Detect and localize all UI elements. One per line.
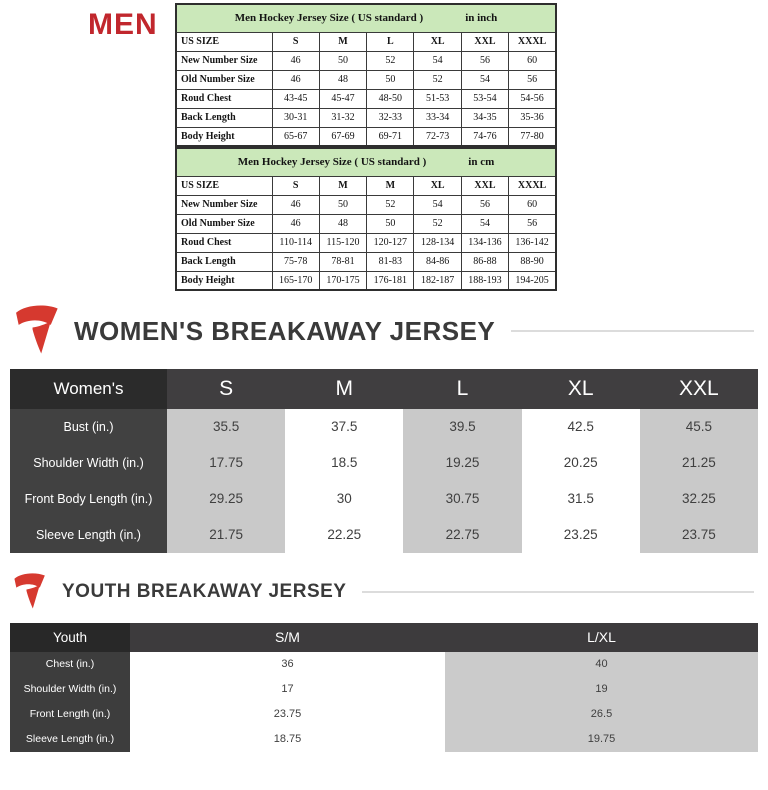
value-cell: 23.25 [522,517,640,553]
value-cell: 50 [319,195,366,214]
value-cell: 182-187 [414,271,461,290]
youth-table-body [10,652,758,752]
value-cell: 88-90 [509,252,556,271]
table-row [176,271,556,290]
row-label: Roud Chest [176,233,272,252]
row-label: Shoulder Width (in.) [10,677,130,702]
value-cell: 188-193 [461,271,508,290]
value-cell: 48 [319,214,366,233]
value-cell: 30-31 [272,108,319,127]
women-section-title: WOMEN'S BREAKAWAY JERSEY [74,315,496,346]
table-title-row [176,148,556,176]
value-cell: 30.75 [403,481,521,517]
value-cell: 46 [272,214,319,233]
value-cell: 19.25 [403,445,521,481]
value-cell: 128-134 [414,233,461,252]
value-cell: 34-35 [461,108,508,127]
table-row [10,409,758,445]
value-cell: 77-80 [509,127,556,146]
row-label: Front Length (in.) [10,702,130,727]
value-cell: 21.25 [640,445,758,481]
row-label: Sleeve Length (in.) [10,727,130,752]
men-section [0,0,768,291]
value-cell: 40 [445,652,758,677]
value-cell: 54 [414,195,461,214]
table-row [10,481,758,517]
men-cm-table [175,147,557,291]
table-row [10,677,758,702]
value-cell: 50 [319,51,366,70]
size-header-cell: XL [522,369,640,409]
value-cell: 69-71 [367,127,414,146]
value-cell: 67-69 [319,127,366,146]
value-cell: 18.5 [285,445,403,481]
size-header-cell: M [319,176,366,195]
value-cell: 56 [509,214,556,233]
value-cell: 39.5 [403,409,521,445]
table-title-cell [176,4,556,32]
size-header-cell: XXL [461,32,508,51]
value-cell: 18.75 [130,727,445,752]
size-header-cell: XXXL [509,32,556,51]
value-cell: 31-32 [319,108,366,127]
table-row [10,652,758,677]
value-cell: 46 [272,70,319,89]
value-cell: 194-205 [509,271,556,290]
value-cell: 115-120 [319,233,366,252]
row-label: Body Height [176,127,272,146]
table-unit: in inch [465,12,498,25]
value-cell: 17 [130,677,445,702]
value-cell: 56 [461,51,508,70]
row-label: Body Height [176,271,272,290]
value-cell: 29.25 [167,481,285,517]
youth-section-header [0,569,768,615]
value-cell: 75-78 [272,252,319,271]
value-cell: 51-53 [414,89,461,108]
size-header-cell: L/XL [445,623,758,652]
value-cell: 35.5 [167,409,285,445]
fanatics-flag-icon [10,303,62,359]
corner-header-cell: Women's [10,369,167,409]
size-header-cell: S [167,369,285,409]
value-cell: 81-83 [367,252,414,271]
row-label: Bust (in.) [10,409,167,445]
size-header-cell: M [367,176,414,195]
youth-section-title: YOUTH BREAKAWAY JERSEY [62,581,347,602]
size-header-row [176,32,556,51]
value-cell: 60 [509,195,556,214]
table-row [176,51,556,70]
value-cell: 22.25 [285,517,403,553]
value-cell: 50 [367,70,414,89]
men-cm-table-body [176,195,556,290]
value-cell: 42.5 [522,409,640,445]
row-label: Sleeve Length (in.) [10,517,167,553]
value-cell: 65-67 [272,127,319,146]
size-header-cell: XL [414,32,461,51]
row-label: Back Length [176,252,272,271]
value-cell: 165-170 [272,271,319,290]
size-header-cell: S [272,176,319,195]
value-cell: 35-36 [509,108,556,127]
table-title: Men Hockey Jersey Size ( US standard ) [234,12,424,25]
table-title-row [176,4,556,32]
table-row [176,70,556,89]
value-cell: 46 [272,51,319,70]
value-cell: 48-50 [367,89,414,108]
table-row [176,195,556,214]
value-cell: 56 [509,70,556,89]
value-cell: 52 [367,195,414,214]
value-cell: 176-181 [367,271,414,290]
value-cell: 60 [509,51,556,70]
value-cell: 37.5 [285,409,403,445]
size-header-cell: M [285,369,403,409]
value-cell: 20.25 [522,445,640,481]
value-cell: 72-73 [414,127,461,146]
value-cell: 33-34 [414,108,461,127]
value-cell: 52 [414,214,461,233]
size-header-cell: S [272,32,319,51]
value-cell: 78-81 [319,252,366,271]
value-cell: 32-33 [367,108,414,127]
value-cell: 136-142 [509,233,556,252]
women-table-body [10,409,758,553]
row-label: Old Number Size [176,214,272,233]
size-header-cell: L [403,369,521,409]
value-cell: 21.75 [167,517,285,553]
value-cell: 54 [461,214,508,233]
value-cell: 84-86 [414,252,461,271]
row-label: Shoulder Width (in.) [10,445,167,481]
table-row [10,445,758,481]
value-cell: 56 [461,195,508,214]
row-label: Front Body Length (in.) [10,481,167,517]
youth-table-header [10,623,758,652]
row-label: New Number Size [176,195,272,214]
value-cell: 54-56 [509,89,556,108]
fanatics-flag-icon [10,571,48,613]
value-cell: 19.75 [445,727,758,752]
women-table-header [10,369,758,409]
table-unit: in cm [468,156,495,169]
value-cell: 45-47 [319,89,366,108]
men-size-tables [175,3,557,291]
table-row [10,702,758,727]
value-cell: 54 [414,51,461,70]
youth-section [0,569,768,752]
size-header-cell: M [319,32,366,51]
table-row [176,214,556,233]
men-inch-table [175,3,557,147]
value-cell: 170-175 [319,271,366,290]
row-label: Chest (in.) [10,652,130,677]
men-inch-table-body [176,51,556,146]
women-section-header [0,303,768,359]
value-cell: 50 [367,214,414,233]
value-cell: 23.75 [640,517,758,553]
row-label: Old Number Size [176,70,272,89]
value-cell: 120-127 [367,233,414,252]
divider-line [511,330,754,332]
table-title: Men Hockey Jersey Size ( US standard ) [237,156,427,169]
value-cell: 17.75 [167,445,285,481]
value-cell: 23.75 [130,702,445,727]
value-cell: 52 [414,70,461,89]
corner-header-cell: US SIZE [176,32,272,51]
corner-header-cell: US SIZE [176,176,272,195]
value-cell: 43-45 [272,89,319,108]
row-label: New Number Size [176,51,272,70]
value-cell: 30 [285,481,403,517]
value-cell: 45.5 [640,409,758,445]
table-title-cell [176,148,556,176]
corner-header-cell: Youth [10,623,130,652]
value-cell: 74-76 [461,127,508,146]
size-header-cell: XXXL [509,176,556,195]
youth-size-table [10,623,758,752]
value-cell: 110-114 [272,233,319,252]
size-header-cell: L [367,32,414,51]
value-cell: 32.25 [640,481,758,517]
size-header-row [176,176,556,195]
value-cell: 26.5 [445,702,758,727]
value-cell: 19 [445,677,758,702]
row-label: Roud Chest [176,89,272,108]
size-header-cell: XXL [640,369,758,409]
value-cell: 52 [367,51,414,70]
value-cell: 86-88 [461,252,508,271]
women-section [0,303,768,553]
table-row [176,89,556,108]
size-header-cell: XL [414,176,461,195]
value-cell: 46 [272,195,319,214]
divider-line [362,591,754,593]
size-header-cell: S/M [130,623,445,652]
table-row [10,727,758,752]
row-label: Back Length [176,108,272,127]
value-cell: 22.75 [403,517,521,553]
value-cell: 31.5 [522,481,640,517]
value-cell: 53-54 [461,89,508,108]
men-heading: MEN [88,8,158,41]
value-cell: 134-136 [461,233,508,252]
table-row [176,233,556,252]
women-size-table [10,369,758,553]
table-row [176,127,556,146]
table-row [176,108,556,127]
value-cell: 48 [319,70,366,89]
value-cell: 36 [130,652,445,677]
size-header-cell: XXL [461,176,508,195]
table-row [176,252,556,271]
value-cell: 54 [461,70,508,89]
table-row [10,517,758,553]
